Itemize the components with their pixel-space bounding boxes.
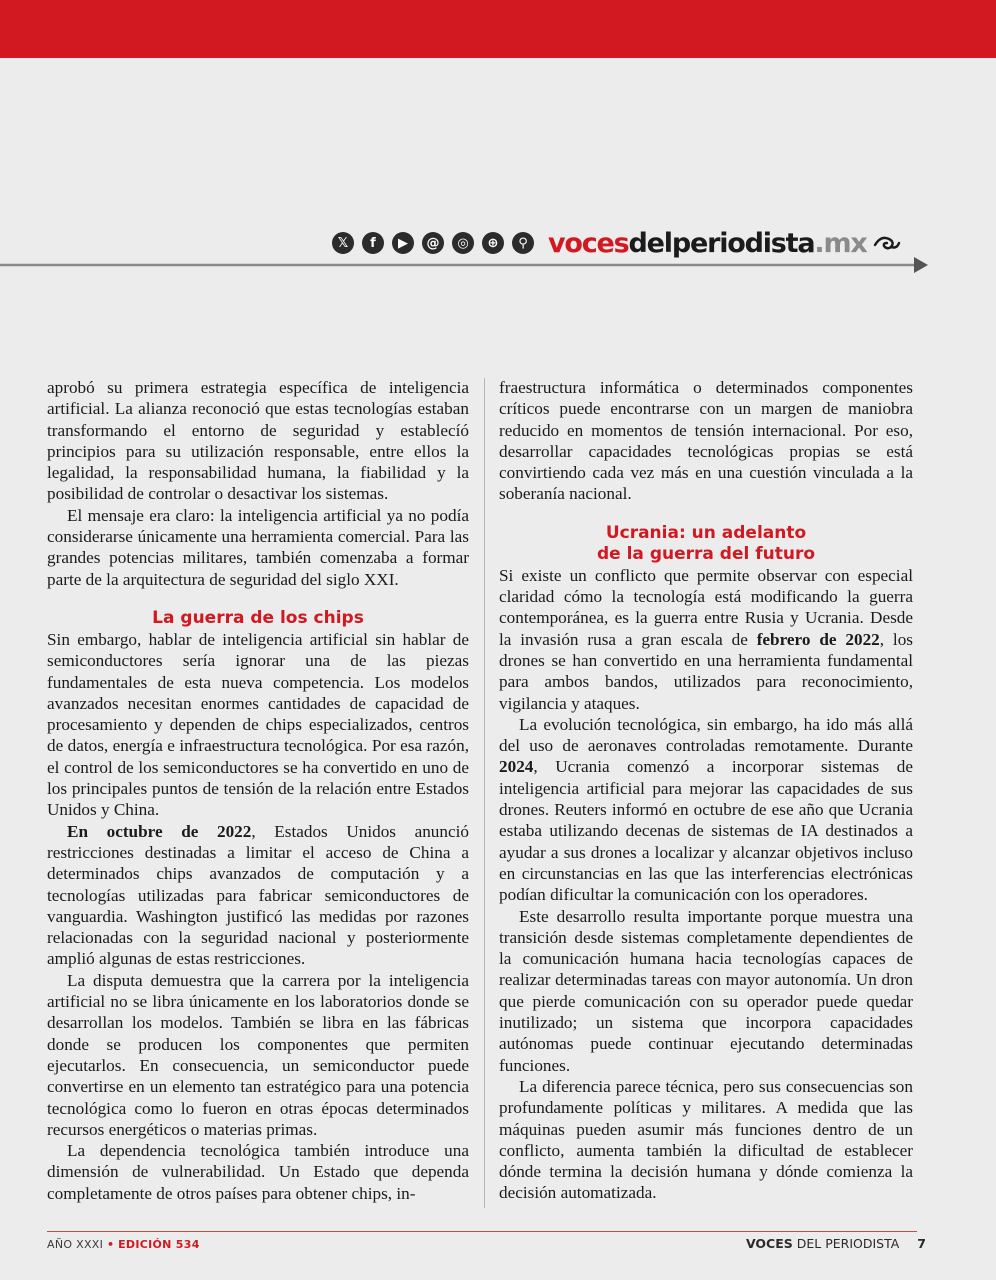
page-number: 7 — [917, 1236, 926, 1251]
column-divider — [484, 378, 485, 1208]
footer-edition — [47, 1238, 200, 1251]
paragraph: Sin embargo, hablar de inteligencia artificial sin hablar de semiconductores sería ignorar una de las piezas fundamentales de esta nueva competencia. Los modelos avanzados necesitan enormes cantidades de capacidad de procesamiento y dependen de chips especializados, centros de datos, energía e infraestructura tecnológica. Por esa razón, el control de los semiconductores se ha convertido en uno de los principales puntos de tensión de la relación entre Estados Unidos y China. — [47, 629, 469, 820]
paragraph: fraestructura informática o determinados componentes críticos puede encontrarse con un margen de maniobra reducido en momentos de tensión internacional. Por eso, desarrollar capacidades tecnológicas propias se está convirtiendo cada vez más en una cuestión vinculada a la soberanía nacional. — [499, 378, 913, 504]
paragraph: En octubre de 2022, Estados Unidos anunció restricciones destinadas a limitar el acceso de China a determinados chips avanzados de computación y a tecnologías utilizadas para fabricar semiconductores de vanguardia. Washington justificó las medidas por razones relacionadas con la seguridad nacional y posteriormente amplió algunas de estas restricciones. — [47, 821, 469, 969]
facebook-icon[interactable]: f — [362, 232, 384, 254]
paragraph: Este desarrollo resulta importante porque muestra una transición desde sistemas completamente dependientes de la comunicación humana hacia tecnologías capaces de realizar determinadas tareas con mayor autonomía. Un dron que pierde comunicación con su operador puede quedar inutilizado; un sistema que incorpora capacidades autónomas puede continuar ejecutando determinadas funciones. — [499, 906, 913, 1075]
globe-icon[interactable]: ⊕ — [482, 232, 504, 254]
footer-bullet: • — [106, 1238, 115, 1251]
section-heading: La guerra de los chips — [152, 607, 364, 628]
footer-edition-number: EDICIÓN 534 — [118, 1238, 200, 1251]
footer-year: AÑO XXXI — [47, 1238, 104, 1251]
youtube-icon[interactable]: ▶ — [392, 232, 414, 254]
x-icon[interactable]: 𝕏 — [332, 232, 354, 254]
footer-pub-rest: DEL PERIODISTA — [796, 1236, 900, 1251]
footer-pub-voces: VOCES — [745, 1236, 793, 1251]
top-red-band — [0, 0, 996, 58]
paragraph: Si existe un conflicto que permite observar con especial claridad cómo la tecnología está modificando la guerra contemporánea, es la guerra entre Rusia y Ucrania. Desde la invasión rusa a gran escala de febrero de 2022, los drones se han convertido en una herramienta fundamental para ambos bandos, utilizados para reconocimiento, vigilancia y ataques. — [499, 565, 913, 713]
swirl-icon — [873, 233, 901, 253]
paragraph: La evolución tecnológica, sin embargo, ha ido más allá del uso de aeronaves controladas remotamente. Durante 2024, Ucrania comenzó a incorporar sistemas de inteligencia artificial para mejorar las capacidades de sus drones. Reuters informó en octubre de ese año que Ucrania estaba utilizando decenas de sistemas de IA destinados a ayudar a sus drones a localizar y alcanzar objetivos incluso en circunstancias en las que las interferencias electrónicas podían dificultar la comunicación con los operadores. — [499, 714, 913, 905]
section-heading: Ucrania: un adelanto de la guerra del futuro — [596, 522, 816, 564]
right-article-column — [499, 377, 913, 1204]
paragraph: aprobó su primera estrategia específica de inteligencia artificial. La alianza reconoció que estas tecnologías estaban transformando el entorno de seguridad y establecíó principios para su utilización responsable, entre ellos la legalidad, la responsabilidad humana, la fiabilidad y la posibilidad de controlar o desactivar los sistemas. — [47, 378, 469, 504]
location-pin-icon[interactable]: ⚲ — [512, 232, 534, 254]
paragraph: La disputa demuestra que la carrera por la inteligencia artificial no se libra únicamente en los laboratorios donde se desarrollan los modelos. También se libra en las fábricas donde se producen los componentes que permiten ejecutarlos. En consecuencia, un semiconductor puede convertirse en un elemento tan estratégico para una potencia tecnológica como lo fueron en otras épocas determinados recursos energéticos o materias primas. — [47, 970, 469, 1139]
header-arrow-rule — [0, 256, 930, 274]
site-logo[interactable]: vocesdelperiodista.mx — [548, 227, 867, 259]
masthead — [332, 228, 901, 258]
footer-publication — [746, 1236, 926, 1251]
paragraph: El mensaje era claro: la inteligencia artificial ya no podía considerarse únicamente una herramienta comercial. Para las grandes potencias militares, también comenzaba a formar parte de la arquitectura de seguridad del siglo XXI. — [47, 505, 469, 589]
threads-icon[interactable]: @ — [422, 232, 444, 254]
paragraph: La diferencia parece técnica, pero sus consecuencias son profundamente políticas y militares. A medida que las máquinas pueden asumir más funciones dentro de un conflicto, aumenta también la dificultad de establecer dónde termina la decisión humana y dónde comienza la decisión automatizada. — [499, 1076, 913, 1203]
left-article-column — [47, 377, 469, 1204]
footer-rule — [47, 1231, 917, 1232]
paragraph: La dependencia tecnológica también introduce una dimensión de vulnerabilidad. Un Estado que dependa completamente de otros países para obtener chips, in- — [47, 1141, 469, 1203]
instagram-icon[interactable]: ◎ — [452, 232, 474, 254]
